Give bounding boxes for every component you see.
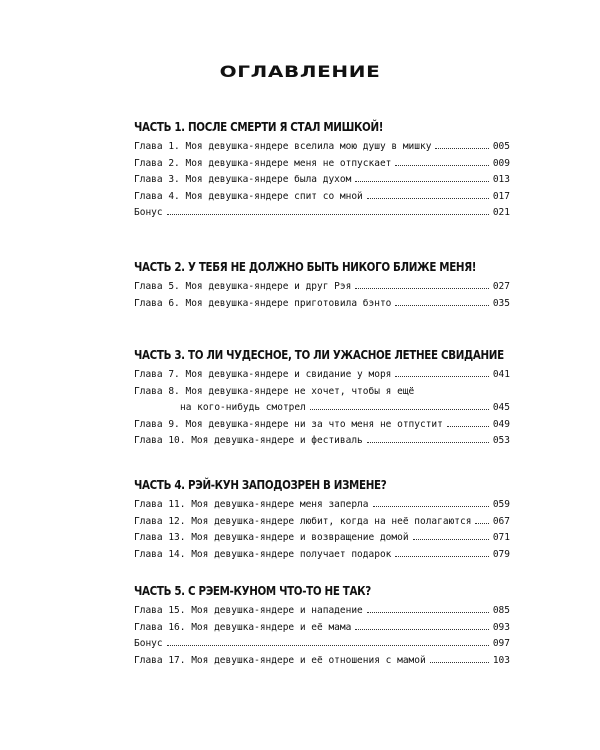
entry-page-number: 097 (492, 638, 510, 649)
toc-entry[interactable] (134, 637, 510, 651)
toc-part-4 (134, 478, 510, 564)
toc-part-3 (134, 348, 510, 451)
toc-entry[interactable] (134, 140, 510, 154)
page-title: ОГЛАВЛЕНИЕ (219, 62, 381, 81)
entry-title: Бонус (134, 207, 163, 218)
entry-title: Глава 1. Моя девушка-яндере вселила мою душу в мишку (134, 141, 432, 152)
dot-leader (435, 140, 488, 149)
toc-entry[interactable] (134, 498, 510, 512)
dot-leader (395, 157, 488, 166)
entry-page-number: 013 (492, 174, 510, 185)
toc-entry[interactable] (134, 190, 510, 204)
entry-title: Глава 9. Моя девушка-яндере ни за что меня не отпустит (134, 418, 443, 430)
entry-page-number: 009 (492, 157, 510, 169)
dot-leader (373, 498, 489, 507)
toc-part-5 (134, 584, 510, 670)
entry-title: Глава 7. Моя девушка-яндере и свидание у моря (134, 369, 392, 380)
entry-page-number: 067 (492, 515, 510, 527)
dot-leader (355, 621, 488, 630)
dot-leader (367, 190, 489, 199)
toc-entry[interactable] (134, 297, 510, 311)
dot-leader (310, 401, 489, 410)
part-heading: ЧАСТЬ 4. РЭЙ-КУН ЗАПОДОЗРЕН В ИЗМЕНЕ? (134, 478, 387, 492)
toc-part-2 (134, 260, 510, 313)
entry-page-number: 045 (492, 402, 510, 413)
dot-leader (355, 173, 488, 182)
entry-page-number: 041 (492, 369, 510, 380)
toc-entry-continuation[interactable] (134, 401, 510, 415)
toc-entry[interactable] (134, 515, 510, 529)
part-heading: ЧАСТЬ 3. ТО ЛИ ЧУДЕСНОЕ, ТО ЛИ УЖАСНОЕ ЛЕТНЕЕ СВИДАНИЕ (134, 348, 504, 362)
part-heading: ЧАСТЬ 1. ПОСЛЕ СМЕРТИ Я СТАЛ МИШКОЙ! (134, 120, 384, 134)
toc-entry[interactable] (134, 206, 510, 220)
dot-leader (395, 297, 488, 306)
entry-page-number: 085 (492, 605, 510, 616)
toc-entry[interactable] (134, 385, 510, 399)
toc-entry[interactable] (134, 157, 510, 171)
toc-entry[interactable] (134, 654, 510, 668)
dot-leader (430, 654, 489, 663)
dot-leader (413, 531, 489, 540)
toc-entry[interactable] (134, 280, 510, 294)
dot-leader (367, 434, 489, 443)
dot-leader (475, 515, 488, 524)
entry-title: Глава 2. Моя девушка-яндере меня не отпускает (134, 157, 392, 169)
part-heading: ЧАСТЬ 2. У ТЕБЯ НЕ ДОЛЖНО БЫТЬ НИКОГО БЛИЖЕ МЕНЯ! (134, 260, 477, 274)
toc-entry[interactable] (134, 418, 510, 432)
entry-page-number: 059 (492, 499, 510, 510)
entry-title: Глава 6. Моя девушка-яндере приготовила бэнто (134, 297, 392, 309)
entry-title: Глава 8. Моя девушка-яндере не хочет, чтобы я ещё (134, 385, 415, 397)
part-heading: ЧАСТЬ 5. С РЭЕМ-КУНОМ ЧТО-ТО НЕ ТАК? (134, 584, 371, 598)
toc-entry[interactable] (134, 173, 510, 187)
toc-entry[interactable] (134, 368, 510, 382)
dot-leader (395, 368, 488, 377)
toc-entry[interactable] (134, 531, 510, 545)
entry-page-number: 103 (492, 654, 510, 666)
toc-entry[interactable] (134, 548, 510, 562)
entry-page-number: 021 (492, 207, 510, 218)
dot-leader (355, 280, 488, 289)
entry-title-continuation: на кого-нибудь смотрел (180, 402, 306, 413)
entry-title: Бонус (134, 638, 163, 649)
entry-page-number: 053 (492, 435, 510, 446)
entry-title: Глава 16. Моя девушка-яндере и её мама (134, 621, 352, 633)
entry-page-number: 035 (492, 297, 510, 309)
entry-title: Глава 4. Моя девушка-яндере спит со мной (134, 190, 363, 202)
entry-page-number: 093 (492, 621, 510, 633)
toc-entry[interactable] (134, 621, 510, 635)
entry-title: Глава 10. Моя девушка-яндере и фестиваль (134, 435, 363, 446)
entry-title: Глава 5. Моя девушка-яндере и друг Рэя (134, 281, 352, 292)
entry-page-number: 049 (492, 418, 510, 430)
entry-title: Глава 17. Моя девушка-яндере и её отношения с мамой (134, 654, 426, 666)
entry-page-number: 005 (492, 141, 510, 152)
entry-title: Глава 12. Моя девушка-яндере любит, когда на неё полагаются (134, 515, 472, 527)
entry-title: Глава 3. Моя девушка-яндере была духом (134, 174, 352, 185)
entry-page-number: 079 (492, 548, 510, 560)
dot-leader (395, 548, 488, 557)
dot-leader (367, 604, 489, 613)
entry-page-number: 017 (492, 190, 510, 202)
entry-title: Глава 15. Моя девушка-яндере и нападение (134, 605, 363, 616)
dot-leader (167, 206, 489, 215)
toc-part-1 (134, 120, 510, 223)
entry-page-number: 027 (492, 281, 510, 292)
entry-page-number: 071 (492, 532, 510, 543)
dot-leader (167, 637, 489, 646)
entry-title: Глава 13. Моя девушка-яндере и возвращение домой (134, 532, 409, 543)
entry-title: Глава 11. Моя девушка-яндере меня заперла (134, 499, 369, 510)
toc-entry[interactable] (134, 434, 510, 448)
dot-leader (447, 418, 489, 427)
entry-title: Глава 14. Моя девушка-яндере получает подарок (134, 548, 392, 560)
toc-entry[interactable] (134, 604, 510, 618)
